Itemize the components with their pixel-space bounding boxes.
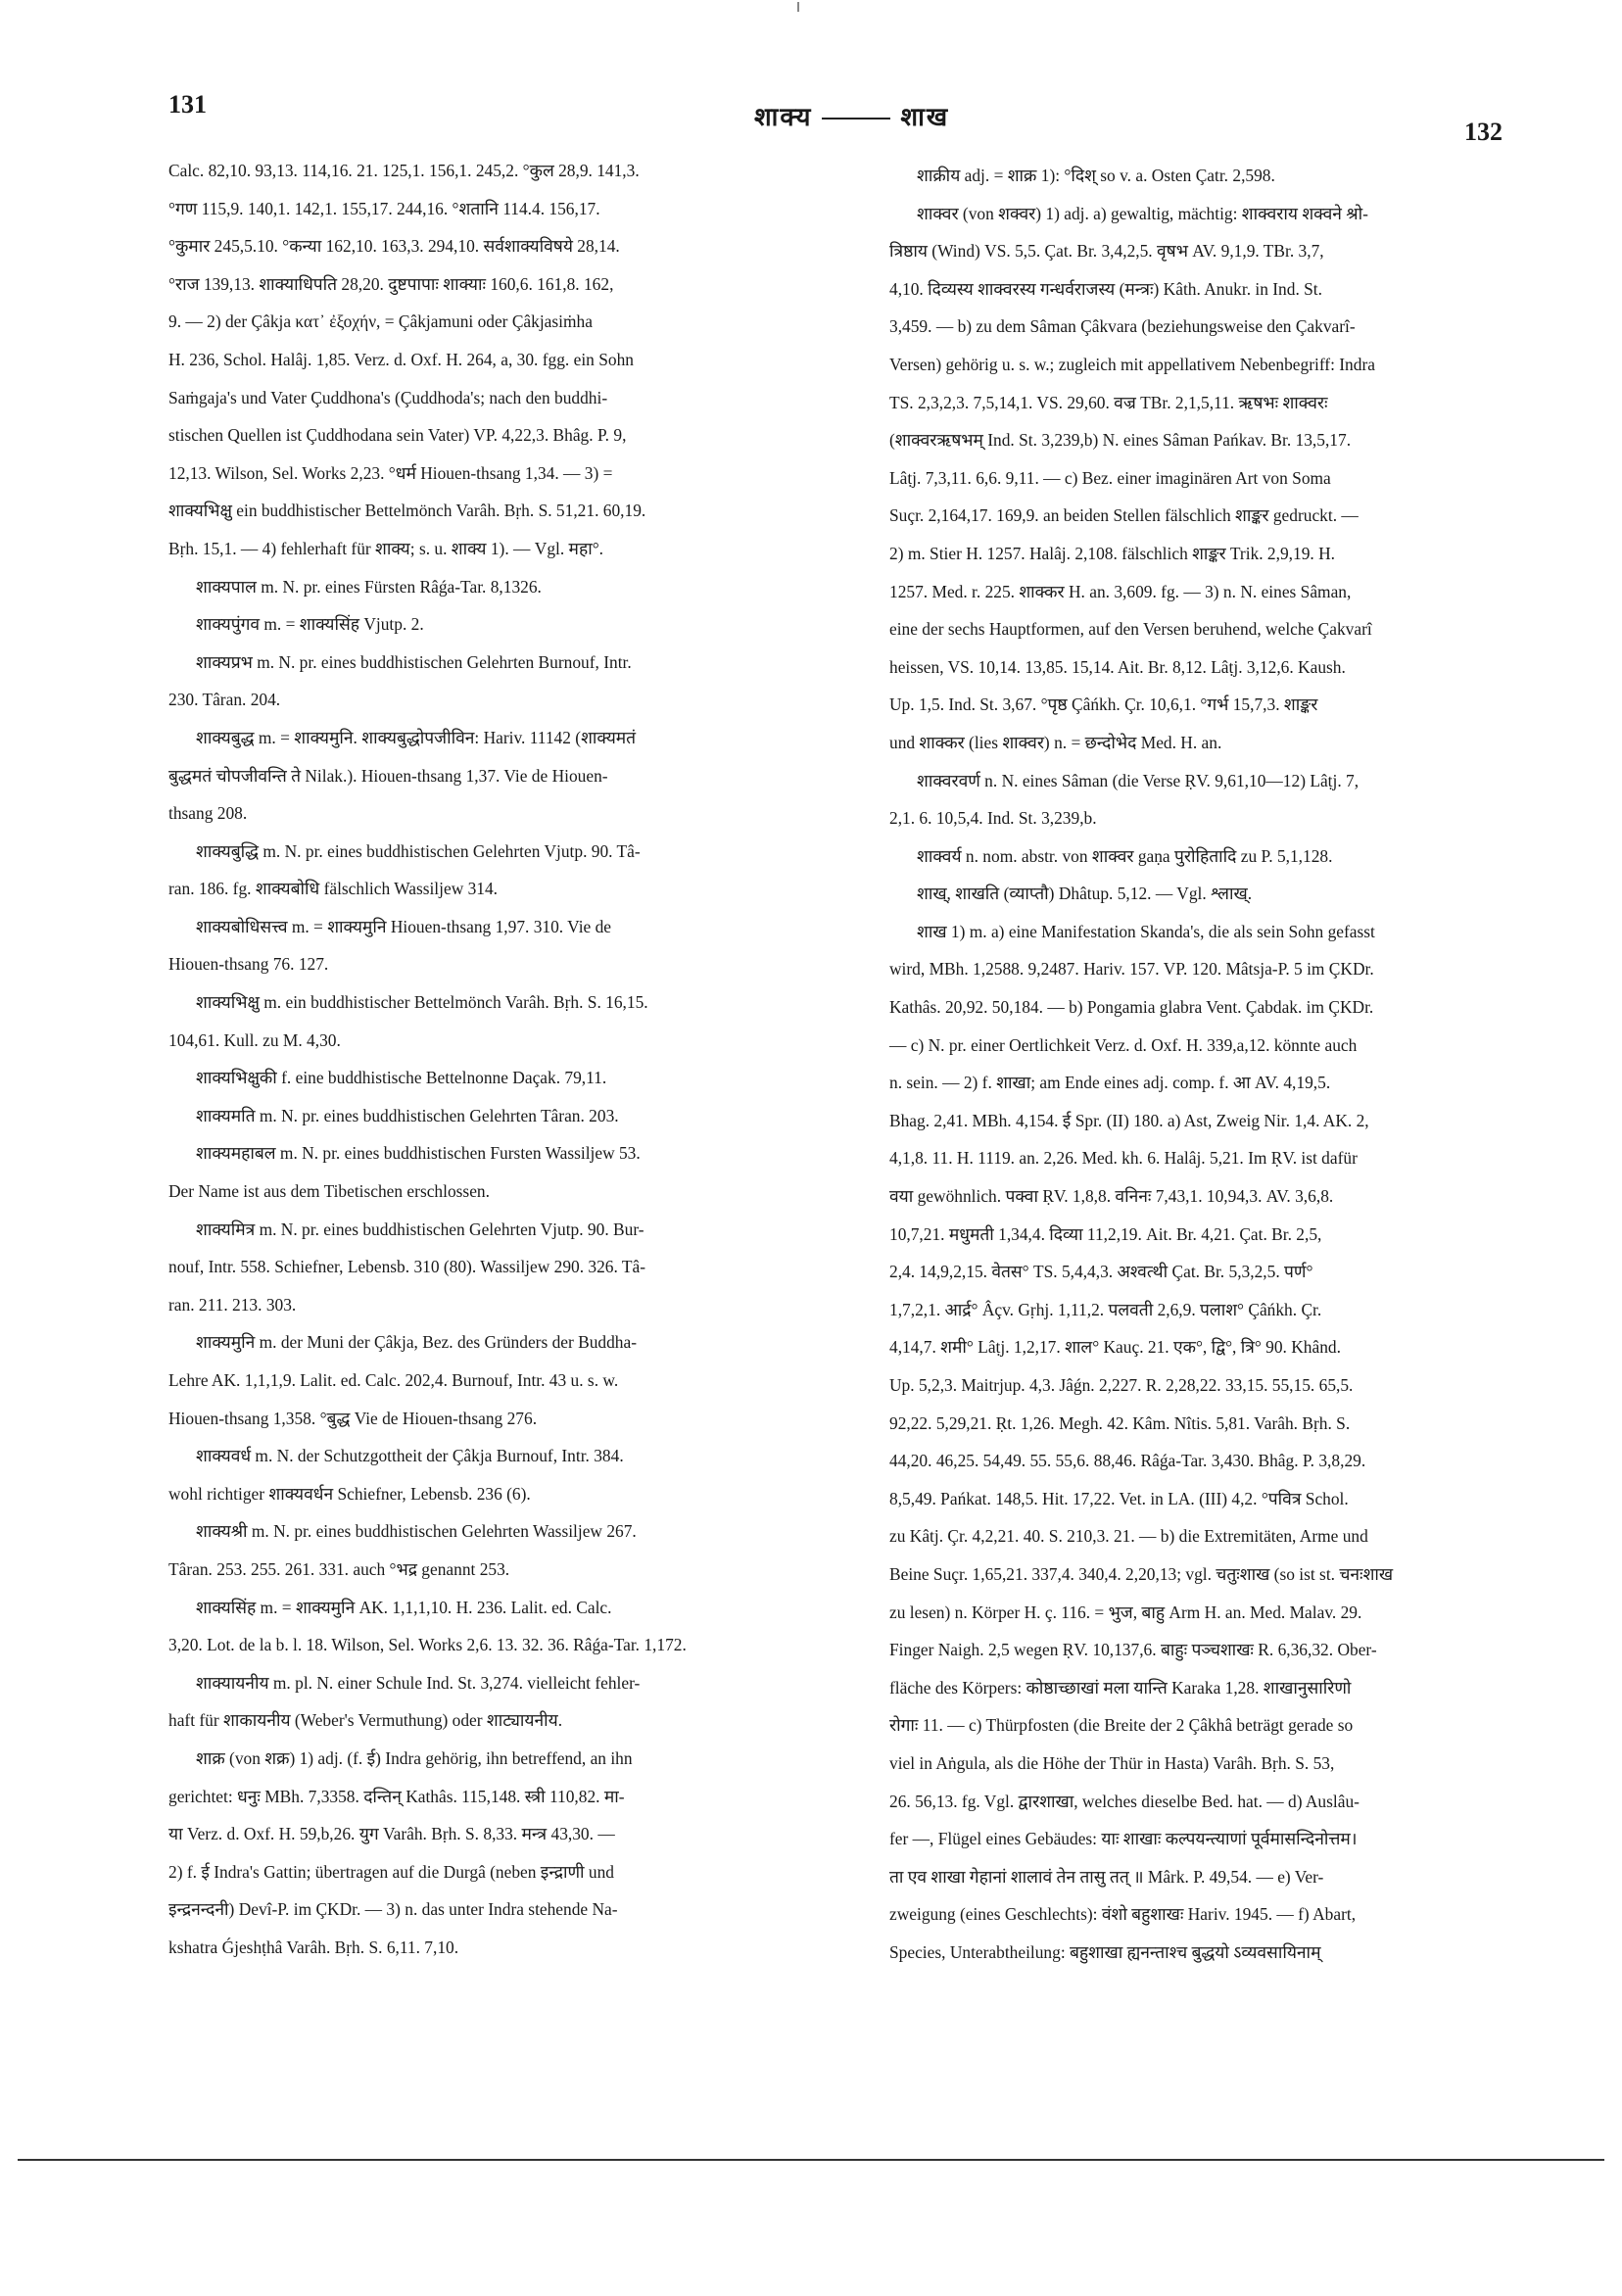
- text-line: ran. 186. fg. शाक्यबोधि fälschlich Wassiljew 314.: [168, 879, 499, 899]
- text-line: heissen, VS. 10,14. 13,85. 15,14. Ait. Br. 8,12. Lâṭj. 3,12,6. Kaush.: [889, 656, 1346, 677]
- text-line: 2) f. ई Indra's Gattin; übertragen auf die Durgâ (neben इन्द्राणी und: [168, 1861, 614, 1882]
- text-line: 4,10. दिव्यस्य शाक्वरस्य गन्धर्वराजस्य (मन्त्रः) Kâth. Anukr. in Ind. St.: [889, 278, 1322, 299]
- text-line: eine der sechs Hauptformen, auf den Versen beruhend, welche Çakvarî: [889, 619, 1372, 640]
- text-line: रोगाः 11. — c) Thürpfosten (die Breite der 2 Çâkhâ beträgt gerade so: [889, 1715, 1354, 1736]
- text-line: Suçr. 2,164,17. 169,9. an beiden Stellen fälschlich शाङ्कर gedruckt. —: [889, 505, 1359, 526]
- dictionary-entry-line: शाक्यायनीय m. pl. N. einer Schule Ind. St. 3,274. vielleicht fehler-: [196, 1672, 641, 1693]
- text-line: Târan. 253. 255. 261. 331. auch °भद्र genannt 253.: [168, 1558, 510, 1579]
- dictionary-entry-line: शाक्यबुद्धि m. N. pr. eines buddhistischen Gelehrten Vjutp. 90. Tâ-: [196, 840, 641, 861]
- text-line: 4,1,8. 11. H. 1119. an. 2,26. Med. kh. 6. Halâj. 5,21. Im ṚV. ist dafür: [889, 1148, 1358, 1169]
- text-line: kshatra Ǵjeshṭhâ Varâh. Bṛh. S. 6,11. 7,10.: [168, 1937, 459, 1957]
- text-line: Up. 5,2,3. Maitrjup. 4,3. Jâǵn. 2,227. R. 2,28,22. 33,15. 55,15. 65,5.: [889, 1375, 1354, 1395]
- text-line: °गण 115,9. 140,1. 142,1. 155,17. 244,16. °शतानि 114.4. 156,17.: [168, 198, 600, 218]
- dictionary-entry-line: शाक्यवर्ध m. N. der Schutzgottheit der Çâkja Burnouf, Intr. 384.: [196, 1446, 624, 1466]
- text-line: ता एव शाखा गेहानां शालावं तेन तासु तत् ॥ Mârk. P. 49,54. — e) Ver-: [889, 1866, 1324, 1887]
- text-line: nouf, Intr. 558. Schiefner, Lebensb. 310 (80). Wassiljew 290. 326. Tâ-: [168, 1257, 646, 1277]
- text-line: ran. 211. 213. 303.: [168, 1294, 297, 1315]
- text-line: viel in Aṅgula, als die Höhe der Thür in Hasta) Varâh. Bṛh. S. 53,: [889, 1752, 1335, 1773]
- header-dash: [822, 118, 890, 120]
- text-line: 8,5,49. Pańkat. 148,5. Hit. 17,22. Vet. in LA. (III) 4,2. °पवित्र Schol.: [889, 1488, 1349, 1508]
- text-line: बुद्धमतं चोपजीवन्ति ते Nilak.). Hiouen-thsang 1,37. Vie de Hiouen-: [168, 765, 608, 786]
- text-line: stischen Quellen ist Çuddhodana sein Vater) VP. 4,22,3. Bhâg. P. 9,: [168, 425, 627, 446]
- text-line: zweigung (eines Geschlechts): वंशो बहुशाखः Hariv. 1945. — f) Abart,: [889, 1904, 1357, 1925]
- text-line: fer —, Flügel eines Gebäudes: याः शाखाः कल्पयन्त्याणां पूर्वमासन्दिनोत्तम।: [889, 1829, 1358, 1849]
- text-line: Species, Unterabtheilung: बहुशाखा ह्यनन्ताश्च बुद्धयो ऽव्यवसायिनाम्: [889, 1941, 1321, 1962]
- dictionary-entry-line: शाक्यश्री m. N. pr. eines buddhistischen Gelehrten Wassiljew 267.: [196, 1521, 637, 1542]
- dictionary-entry-line: शाक्वरवर्ण n. N. eines Sâman (die Verse ṚV. 9,61,10—12) Lâṭj. 7,: [917, 770, 1360, 790]
- dictionary-entry-line: शाक्यमति m. N. pr. eines buddhistischen Gelehrten Târan. 203.: [196, 1105, 619, 1125]
- dictionary-entry-line: शाक्यसिंह m. = शाक्यमुनि AK. 1,1,1,10. H. 236. Lalit. ed. Calc.: [196, 1597, 612, 1617]
- text-line: 230. Târan. 204.: [168, 690, 281, 710]
- text-line: Lehre AK. 1,1,1,9. Lalit. ed. Calc. 202,4. Burnouf, Intr. 43 u. s. w.: [168, 1370, 619, 1390]
- text-line: °कुमार 245,5.10. °कन्या 162,10. 163,3. 294,10. सर्वशाक्यविषये 28,14.: [168, 236, 620, 257]
- text-line: zu Kâtj. Çr. 4,2,21. 40. S. 210,3. 21. — b) die Extremitäten, Arme und: [889, 1526, 1368, 1547]
- text-line: Kathâs. 20,92. 50,184. — b) Pongamia glabra Vent. Çabdak. im ÇKDr.: [889, 997, 1374, 1018]
- dictionary-entry-line: शाक्यबोधिसत्त्व m. = शाक्यमुनि Hiouen-thsang 1,97. 310. Vie de: [196, 916, 612, 936]
- text-line: 1,7,2,1. आर्द्र° Âçv. Gṛhj. 1,11,2. पलवती 2,6,9. पलाश° Çâńkh. Çr.: [889, 1299, 1322, 1319]
- text-line: इन्द्रनन्दनी) Devî-P. im ÇKDr. — 3) n. das unter Indra stehende Na-: [168, 1899, 618, 1920]
- text-line: thsang 208.: [168, 803, 248, 824]
- right-column: [889, 157, 1524, 1972]
- dictionary-entry-line: शाक्रीय adj. = शाक्र 1): °दिश् so v. a. Osten Çatr. 2,598.: [917, 166, 1275, 185]
- text-line: zu lesen) n. Körper H. ç. 116. = भुज, बाहु Arm H. an. Med. Malav. 29.: [889, 1602, 1362, 1622]
- text-line: Lâṭj. 7,3,11. 6,6. 9,11. — c) Bez. einer imaginären Art von Soma: [889, 467, 1331, 488]
- dictionary-entry-line: शाक्वर (von शक्वर) 1) adj. a) gewaltig, mächtig: शाक्वराय शक्वने श्रो-: [917, 203, 1368, 223]
- text-line: wohl richtiger शाक्यवर्धन Schiefner, Lebensb. 236 (6).: [168, 1483, 531, 1504]
- left-column: [168, 152, 795, 1967]
- dictionary-entry-line: शाक्यमहाबल m. N. pr. eines buddhistischen Fursten Wassiljew 53.: [196, 1143, 641, 1164]
- text-line: n. sein. — 2) f. शाखा; am Ende eines adj. comp. f. आ AV. 4,19,5.: [889, 1073, 1331, 1093]
- text-line: und शाक्कर (lies शाक्वर) n. = छन्दोभेद Med. H. an.: [889, 732, 1222, 752]
- dictionary-entry-line: शाक्यपाल m. N. pr. eines Fürsten Râǵa-Tar. 8,1326.: [196, 576, 542, 597]
- text-line: वया gewöhnlich. पक्वा ṚV. 1,8,8. वनिनः 7,43,1. 10,94,3. AV. 3,6,8.: [889, 1186, 1334, 1207]
- page-number-left: 131: [168, 90, 207, 119]
- dictionary-entry-line: शाक्र (von शक्र) 1) adj. (f. ई) Indra gehörig, ihn betreffend, an ihn: [196, 1747, 633, 1768]
- text-line: 26. 56,13. fg. Vgl. द्वारशाखा, welches dieselbe Bed. hat. — d) Auslâu-: [889, 1791, 1360, 1811]
- text-line: Saṁgaja's und Vater Çuddhona's (Çuddhoda's; nach den buddhi-: [168, 387, 608, 407]
- text-line: 2) m. Stier H. 1257. Halâj. 2,108. fälschlich शाङ्कर Trik. 2,9,19. H.: [889, 543, 1336, 563]
- dictionary-entry-line: शाक्यमित्र m. N. pr. eines buddhistischen Gelehrten Vjutp. 90. Bur-: [196, 1219, 644, 1239]
- text-line: शाक्यभिक्षु ein buddhistischer Bettelmönch Varâh. Bṛh. S. 51,21. 60,19.: [168, 501, 646, 521]
- text-line: 1257. Med. r. 225. शाक्कर H. an. 3,609. fg. — 3) n. N. eines Sâman,: [889, 581, 1352, 601]
- text-line: Bṛh. 15,1. — 4) fehlerhaft für शाक्य; s. u. शाक्य 1). — Vgl. महा°.: [168, 538, 604, 558]
- text-line: 3,459. — b) zu dem Sâman Çâkvara (beziehungsweise den Çakvarî-: [889, 316, 1356, 337]
- text-line: Calc. 82,10. 93,13. 114,16. 21. 125,1. 156,1. 245,2. °कुल 28,9. 141,3.: [168, 161, 640, 180]
- page-number-right: 132: [1464, 118, 1503, 146]
- text-line: 2,4. 14,9,2,15. वेतस° TS. 5,4,4,3. अश्वत्थी Çat. Br. 5,3,2,5. पर्ण°: [889, 1262, 1313, 1282]
- text-line: 9. — 2) der Çâkja κατ᾽ ἐξοχήν, = Çâkjamuni oder Çâkjasiṁha: [168, 311, 593, 332]
- text-line: 4,14,7. शमी° Lâṭj. 1,2,17. शाल° Kauç. 21. एक°, द्वि°, त्रि° 90. Khând.: [889, 1337, 1341, 1358]
- text-line: — c) N. pr. einer Oertlichkeit Verz. d. Oxf. H. 339,a,12. könnte auch: [889, 1034, 1358, 1055]
- text-line: 2,1. 6. 10,5,4. Ind. St. 3,239,b.: [889, 808, 1097, 829]
- header-word-left: शाक्य: [754, 103, 813, 132]
- text-line: haft für शाकायनीय (Weber's Vermuthung) oder शाट्यायनीय.: [168, 1710, 563, 1731]
- text-line: gerichtet: धनुः MBh. 7,3358. दन्तिन् Kathâs. 115,148. स्त्री 110,82. मा-: [168, 1786, 625, 1806]
- text-line: 12,13. Wilson, Sel. Works 2,23. °धर्म Hiouen-thsang 1,34. — 3) =: [168, 462, 613, 483]
- text-line: Up. 1,5. Ind. St. 3,67. °पृष्ठ Çâńkh. Çr. 10,6,1. °गर्भ 15,7,3. शाङ्कर: [889, 694, 1318, 715]
- text-line: 44,20. 46,25. 54,49. 55. 55,6. 88,46. Râǵa-Tar. 3,430. Bhâg. P. 3,8,29.: [889, 1451, 1366, 1471]
- dictionary-entry-line: शाक्यभिक्षु m. ein buddhistischer Bettelmönch Varâh. Bṛh. S. 16,15.: [196, 992, 648, 1013]
- text-line: 10,7,21. मधुमती 1,34,4. दिव्या 11,2,19. Ait. Br. 4,21. Çat. Br. 2,5,: [889, 1223, 1322, 1244]
- text-line: Finger Naigh. 2,5 wegen ṚV. 10,137,6. बाहुः पञ्चशाखः R. 6,36,32. Ober-: [889, 1640, 1377, 1660]
- dictionary-entry-line: शाक्यभिक्षुकी f. eine buddhistische Bettelnonne Daçak. 79,11.: [196, 1068, 607, 1088]
- text-line: Hiouen-thsang 76. 127.: [168, 954, 329, 975]
- dictionary-entry-line: शाख 1) m. a) eine Manifestation Skanda's, die als sein Sohn gefasst: [917, 921, 1375, 941]
- text-line: Bhag. 2,41. MBh. 4,154. ई Spr. (II) 180. a) Ast, Zweig Nir. 1,4. AK. 2,: [889, 1110, 1369, 1130]
- text-line: Der Name ist aus dem Tibetischen erschlossen.: [168, 1181, 490, 1202]
- text-line: fläche des Körpers: कोष्ठाच्छाखां मला यान्ति Karaka 1,28. शाखानुसारिणो: [889, 1677, 1352, 1698]
- text-line: या Verz. d. Oxf. H. 59,b,26. युग Varâh. Bṛh. S. 8,33. मन्त्र 43,30. —: [168, 1824, 615, 1844]
- dictionary-entry-line: शाक्यपुंगव m. = शाक्यसिंह Vjutp. 2.: [196, 614, 424, 635]
- text-line: wird, MBh. 1,2588. 9,2487. Hariv. 157. VP. 120. Mâtsja-P. 5 im ÇKDr.: [889, 959, 1374, 980]
- dictionary-entry-line: शाक्यबुद्ध m. = शाक्यमुनि. शाक्यबुद्धोपजीविन: Hariv. 11142 (शाक्यमतं: [196, 727, 637, 747]
- text-line: 92,22. 5,29,21. Ṛt. 1,26. Megh. 42. Kâm. Nîtis. 5,81. Varâh. Bṛh. S.: [889, 1412, 1351, 1433]
- text-line: 3,20. Lot. de la b. l. 18. Wilson, Sel. Works 2,6. 13. 32. 36. Râǵa-Tar. 1,172.: [168, 1635, 687, 1655]
- dictionary-entry-line: शाक्यप्रभ m. N. pr. eines buddhistischen Gelehrten Burnouf, Intr.: [196, 651, 632, 672]
- text-line: 104,61. Kull. zu M. 4,30.: [168, 1029, 341, 1050]
- dictionary-entry-line: शाक्यमुनि m. der Muni der Çâkja, Bez. des Gründers der Buddha-: [196, 1332, 638, 1353]
- running-header: [754, 98, 949, 133]
- footer-rule: [18, 2159, 1604, 2161]
- header-word-right: शाख: [900, 103, 950, 132]
- text-line: Beine Suçr. 1,65,21. 337,4. 340,4. 2,20,13; vgl. चतुःशाख (so ist st. चनःशाख: [889, 1563, 1394, 1584]
- text-line: Versen) gehörig u. s. w.; zugleich mit appellativem Nebenbegriff: Indra: [889, 354, 1375, 374]
- scan-mark: [797, 2, 799, 12]
- text-line: Hiouen-thsang 1,358. °बुद्ध Vie de Hiouen-thsang 276.: [168, 1408, 538, 1428]
- text-line: TS. 2,3,2,3. 7,5,14,1. VS. 29,60. वज्र TBr. 2,1,5,11. ऋषभः शाक्वरः: [889, 392, 1328, 412]
- text-line: (शाक्वरऋषभम् Ind. St. 3,239,b) N. eines Sâman Pańkav. Br. 13,5,17.: [889, 430, 1352, 451]
- text-line: °राज 139,13. शाक्याधिपति 28,20. दुष्टपापाः शाक्याः 160,6. 161,8. 162,: [168, 273, 614, 294]
- dictionary-entry-line: शाख्, शाखति (व्याप्तौ) Dhâtup. 5,12. — Vgl. श्लाख्.: [917, 884, 1253, 904]
- text-line: H. 236, Schol. Halâj. 1,85. Verz. d. Oxf. H. 264, a, 30. fgg. ein Sohn: [168, 349, 634, 369]
- dictionary-entry-line: शाक्वर्य n. nom. abstr. von शाक्वर gaṇa पुरोहितादि zu P. 5,1,128.: [917, 845, 1333, 866]
- text-line: त्रिष्ठाय (Wind) VS. 5,5. Çat. Br. 3,4,2,5. वृषभ AV. 9,1,9. TBr. 3,7,: [889, 241, 1324, 262]
